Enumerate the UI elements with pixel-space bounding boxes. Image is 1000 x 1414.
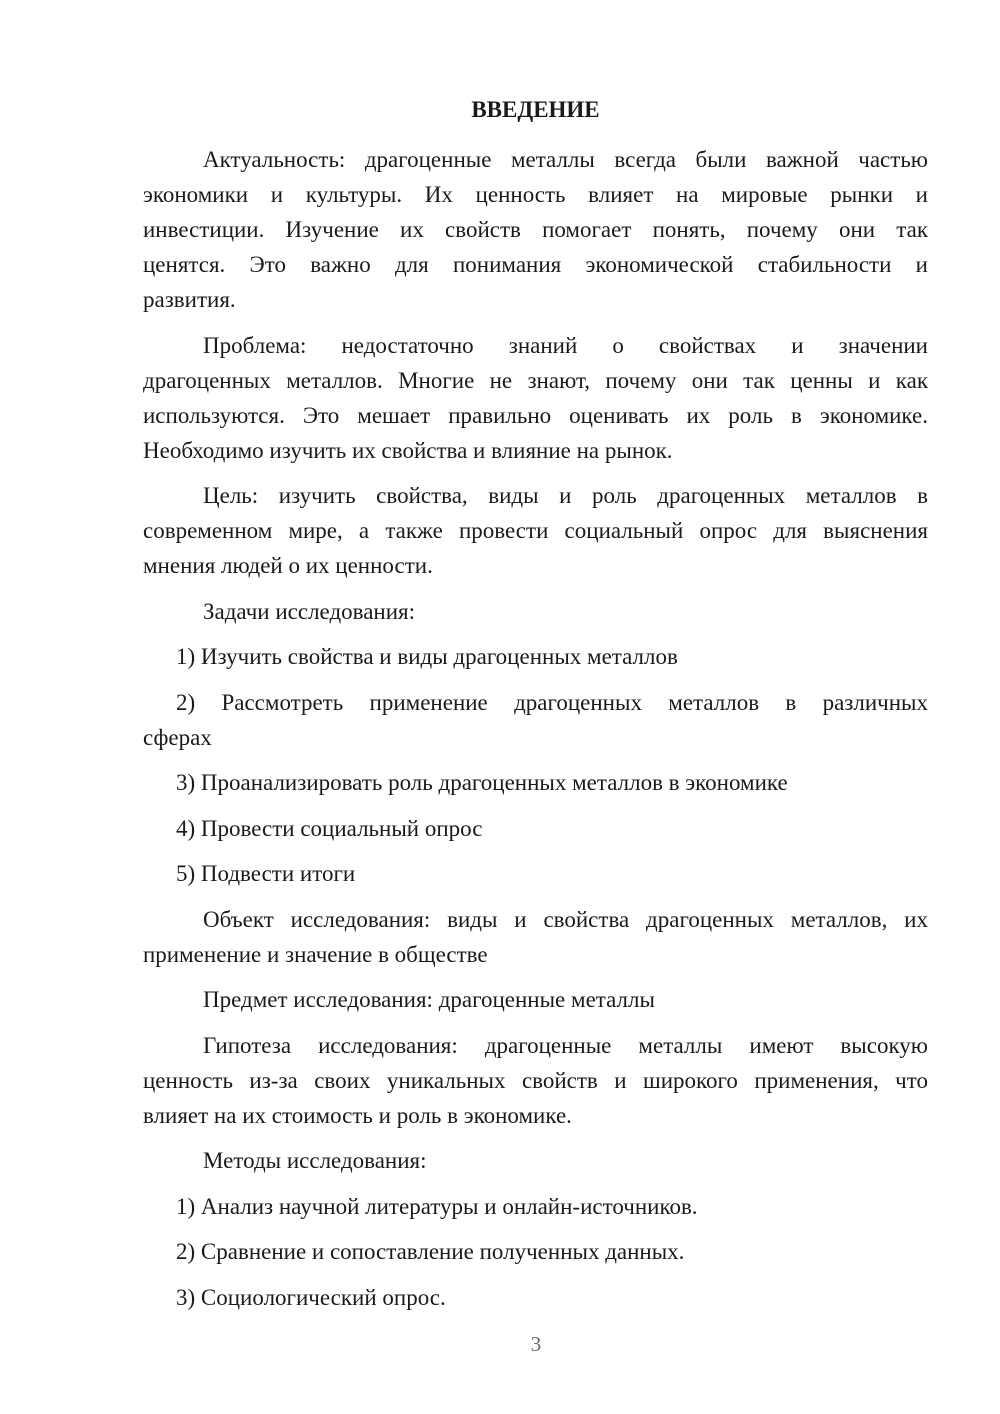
text-line: ценятся. Это важно для понимания экономической стабильности и xyxy=(143,252,928,277)
page-number: 3 xyxy=(530,1332,542,1356)
text-line: Необходимо изучить их свойства и влияние на рынок. xyxy=(143,437,673,463)
text-line: Гипотеза исследования: драгоценные металлы имеют высокую xyxy=(203,1032,928,1058)
text-line: 5) Подвести итоги xyxy=(176,861,356,886)
paragraph xyxy=(143,902,928,972)
text-line: Актуальность: драгоценные металлы всегда были важной частью xyxy=(203,147,928,172)
paragraph xyxy=(143,478,928,583)
text-line: Предмет исследования: драгоценные металлы xyxy=(203,987,655,1012)
paragraph xyxy=(143,1234,928,1269)
paragraph xyxy=(143,982,928,1017)
text-line: используются. Это мешает правильно оценивать их роль в экономике. xyxy=(143,402,928,428)
paragraph xyxy=(143,1028,928,1133)
text-line: развития. xyxy=(143,287,236,312)
text-line: современном мире, а также провести социальный опрос для выяснения xyxy=(143,518,928,543)
text-line: мнения людей о их ценности. xyxy=(143,553,433,578)
document-body xyxy=(143,142,928,1315)
paragraph xyxy=(143,685,928,755)
text-line: Проблема: недостаточно знаний о свойствах и значении xyxy=(203,332,928,358)
text-line: применение и значение в обществе xyxy=(143,941,488,967)
text-line: Задачи исследования: xyxy=(203,598,416,624)
paragraph xyxy=(143,1280,928,1315)
section-title: ВВЕДЕНИЕ xyxy=(471,97,600,122)
paragraph xyxy=(143,765,928,800)
text-line: сферах xyxy=(143,724,212,750)
paragraph xyxy=(143,1189,928,1224)
text-line: Объект исследования: виды и свойства драгоценных металлов, их xyxy=(203,906,928,932)
text-line: влияет на их стоимость и роль в экономике. xyxy=(143,1102,572,1128)
text-line: 3) Социологический опрос. xyxy=(176,1284,446,1310)
paragraph xyxy=(143,328,928,468)
document-page xyxy=(143,92,928,1325)
text-line: Цель: изучить свойства, виды и роль драгоценных металлов в xyxy=(203,483,928,508)
text-line: инвестиции. Изучение их свойств помогает понять, почему они так xyxy=(143,217,928,242)
text-line: драгоценных металлов. Многие не знают, почему они так ценны и как xyxy=(143,367,928,393)
paragraph xyxy=(143,811,928,846)
paragraph xyxy=(143,594,928,629)
text-line: 2) Сравнение и сопоставление полученных данных. xyxy=(176,1239,685,1264)
text-line: Методы исследования: xyxy=(203,1148,427,1173)
paragraph xyxy=(143,639,928,674)
text-line: 3) Проанализировать роль драгоценных металлов в экономике xyxy=(176,770,788,795)
paragraph xyxy=(143,1143,928,1178)
text-line: ценность из-за своих уникальных свойств и широкого применения, что xyxy=(143,1067,928,1093)
text-line: 4) Провести социальный опрос xyxy=(176,815,483,841)
text-line: 1) Изучить свойства и виды драгоценных металлов xyxy=(176,644,678,669)
text-line: 2) Рассмотреть применение драгоценных металлов в различных xyxy=(176,689,928,715)
paragraph xyxy=(143,142,928,317)
paragraph xyxy=(143,856,928,891)
text-line: 1) Анализ научной литературы и онлайн-источников. xyxy=(176,1193,698,1219)
text-line: экономики и культуры. Их ценность влияет на мировые рынки и xyxy=(143,182,928,207)
